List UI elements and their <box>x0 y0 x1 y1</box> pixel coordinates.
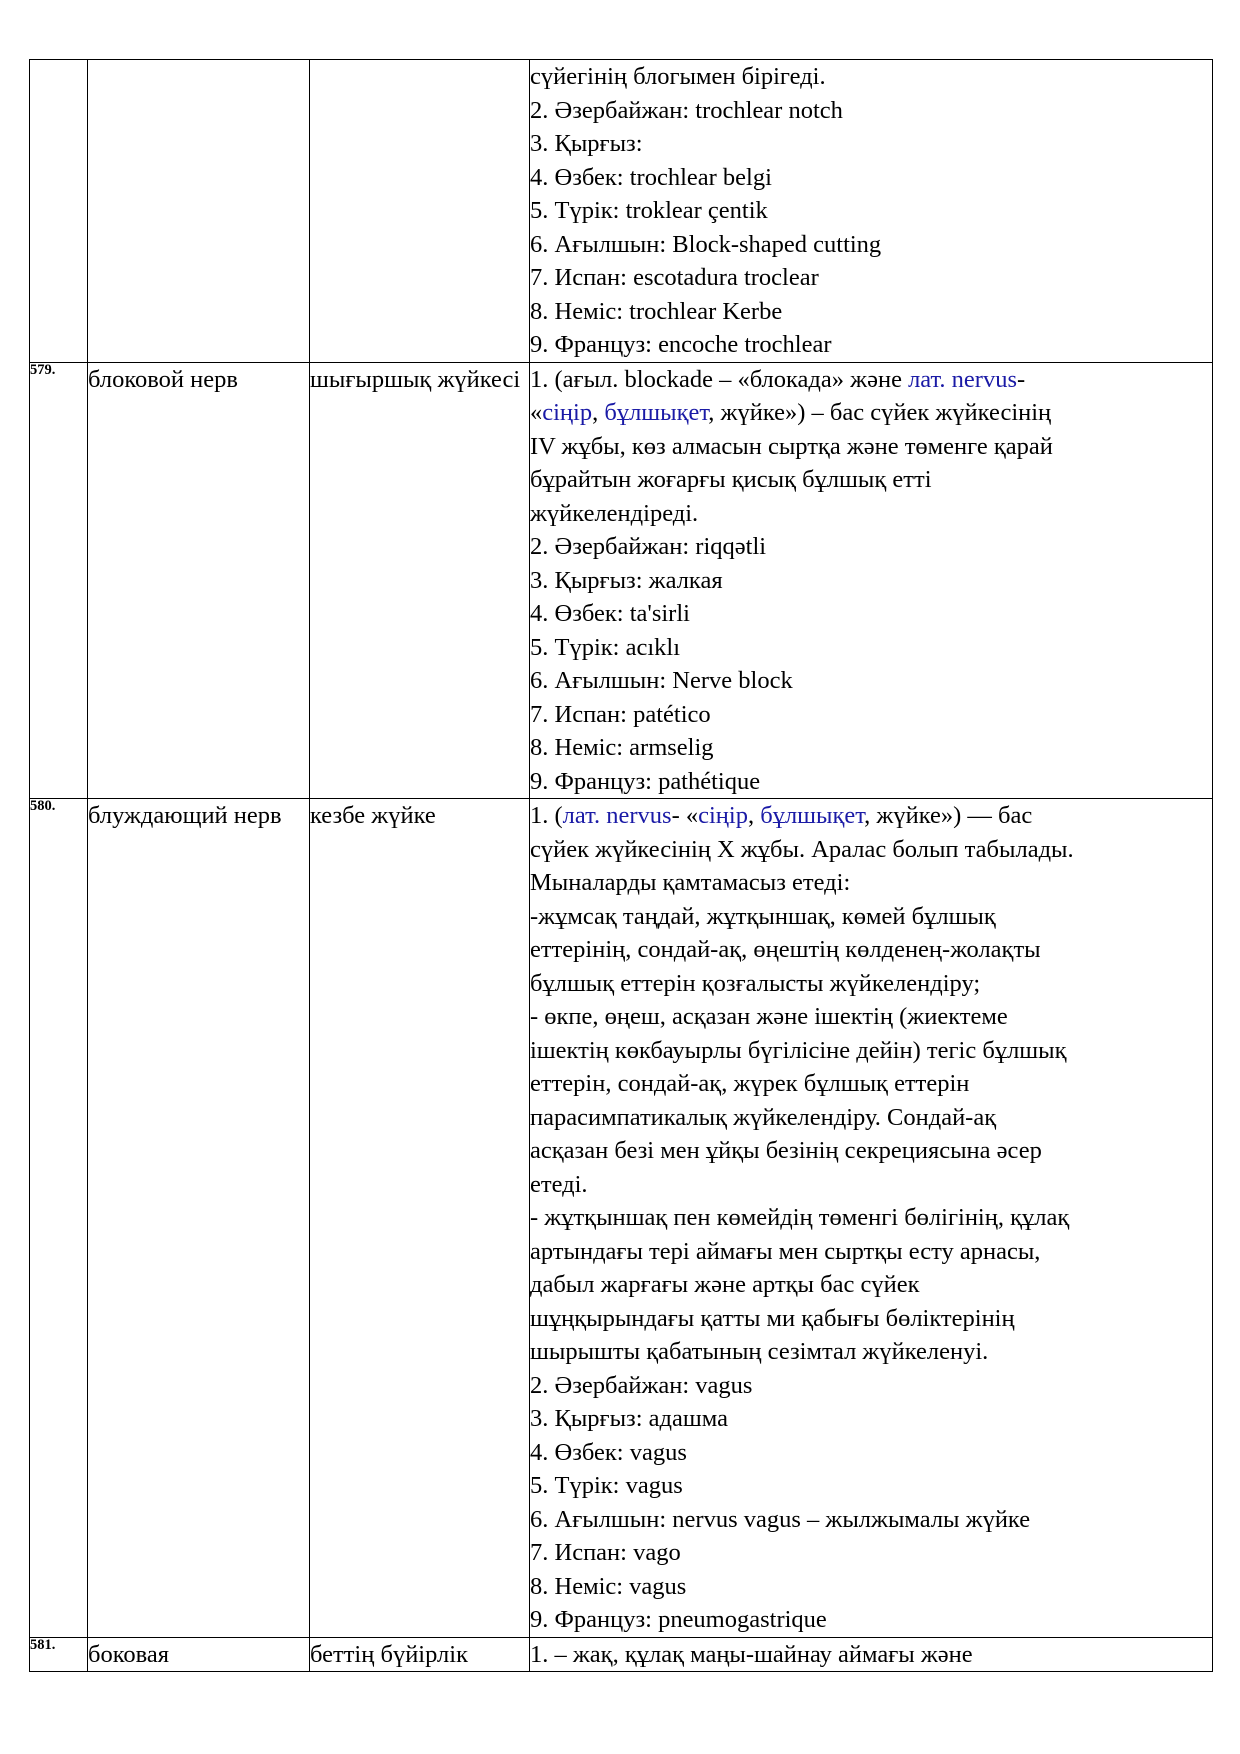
definition-cell <box>530 60 1213 363</box>
definition-text: , жүйке») – бас сүйек жүйкесінің <box>708 399 1052 426</box>
definition-cell <box>530 799 1213 1638</box>
definition-text: ішектің көкбауырлы бүгілісіне дейін) тегіс бұлшық <box>530 1036 1067 1064</box>
definition-line <box>530 967 1212 1001</box>
definition-line <box>530 1201 1212 1235</box>
definition-line <box>530 1134 1212 1168</box>
link-text[interactable]: сіңір <box>542 399 593 426</box>
definition-text: 7. Испан: vago <box>530 1539 681 1566</box>
definition-text: дабыл жарғағы және артқы бас сүйек <box>530 1271 920 1298</box>
definition-text: 2. Әзербайжан: riqqətli <box>530 533 767 560</box>
definition-text: 5. Түрік: troklear çentik <box>530 197 768 224</box>
entry-number: 579. <box>30 362 88 799</box>
definition-line <box>530 765 1212 799</box>
definition-line <box>530 396 1212 430</box>
definition-text: 6. Ағылшын: Nerve block <box>530 667 793 694</box>
definition-line <box>530 1503 1212 1537</box>
term-russian: боковая <box>88 1637 310 1672</box>
definition-text: шырышты қабатының сезімтал жүйкеленуі. <box>530 1338 989 1365</box>
definition-line <box>530 1369 1212 1403</box>
definition-text: 8. Неміс: vagus <box>530 1572 687 1600</box>
table-row <box>30 362 1213 799</box>
definition-line <box>530 530 1212 564</box>
definition-line <box>530 1302 1212 1336</box>
definition-line <box>530 1402 1212 1436</box>
table-row <box>30 60 1213 363</box>
definition-line <box>530 564 1212 598</box>
definition-text: -жұмсақ таңдай, жұтқыншақ, көмей бұлшық <box>530 902 996 930</box>
definition-line <box>530 1268 1212 1302</box>
definition-line <box>530 328 1212 362</box>
definition-line <box>530 1436 1212 1470</box>
definition-text: 3. Қырғыз: адашма <box>530 1405 728 1432</box>
table-row <box>30 799 1213 1638</box>
term-russian: блоковой нерв <box>88 362 310 799</box>
definition-line <box>530 1469 1212 1503</box>
definition-line <box>530 631 1212 665</box>
term-kazakh: кезбе жүйке <box>310 799 530 1638</box>
definition-text: 3. Қырғыз: жалкая <box>530 566 723 594</box>
definition-text: 9. Француз: pneumogastrique <box>530 1606 827 1633</box>
definition-line <box>530 698 1212 732</box>
definition-line <box>530 463 1212 497</box>
dictionary-table <box>29 59 1213 1672</box>
definition-text: 8. Неміс: armselig <box>530 734 714 761</box>
entry-number: 581. <box>30 1637 88 1672</box>
definition-text: 8. Неміс: trochlear Kerbe <box>530 297 783 325</box>
definition-line <box>530 866 1212 900</box>
definition-text: 9. Француз: pathétique <box>530 767 761 795</box>
definition-line <box>530 933 1212 967</box>
definition-text: 3. Қырғыз: <box>530 130 643 157</box>
definition-text: 7. Испан: patético <box>530 700 711 728</box>
definition-text: 4. Өзбек: ta'sirli <box>530 600 690 627</box>
definition-line <box>530 1603 1212 1637</box>
definition-line <box>530 1335 1212 1369</box>
definition-line <box>530 228 1212 262</box>
definition-text: еттерін, сондай-ақ, жүрек бұлшық еттерін <box>530 1070 970 1097</box>
definition-text: 9. Француз: encoche trochlear <box>530 331 832 358</box>
term-kazakh: шығыршық жүйкесі <box>310 362 530 799</box>
definition-line <box>530 194 1212 228</box>
definition-text: Мыналарды қамтамасыз етеді: <box>530 869 851 896</box>
definition-text: 4. Өзбек: vagus <box>530 1438 687 1466</box>
term-russian: блуждающий нерв <box>88 799 310 1638</box>
definition-text: , <box>592 399 605 426</box>
definition-text: жүйкелендіреді. <box>530 499 699 527</box>
link-text[interactable]: лат. nervus <box>562 802 672 829</box>
definition-text: « <box>530 399 543 426</box>
definition-line <box>530 161 1212 195</box>
definition-text: сүйек жүйкесінің X жұбы. Аралас болып табылады. <box>530 835 1074 863</box>
definition-text: етеді. <box>530 1170 588 1198</box>
definition-text: , жүйке») — бас <box>864 802 1033 829</box>
term-russian <box>88 60 310 363</box>
definition-line <box>530 597 1212 631</box>
definition-text: 2. Әзербайжан: trochlear notch <box>530 96 843 124</box>
definition-line <box>530 1536 1212 1570</box>
definition-line <box>530 833 1212 867</box>
definition-line <box>530 900 1212 934</box>
definition-text: артындағы тері аймағы мен сыртқы есту арнасы, <box>530 1237 1041 1265</box>
definition-text: 1. – жақ, құлақ маңы-шайнау аймағы және <box>530 1640 973 1668</box>
entry-number: 580. <box>30 799 88 1638</box>
definition-text: - « <box>671 802 699 829</box>
definition-text: 2. Әзербайжан: vagus <box>530 1371 753 1399</box>
definition-line <box>530 295 1212 329</box>
definition-text: бұрайтын жоғарғы қисық бұлшық етті <box>530 466 932 493</box>
term-kazakh: беттің бүйірлік <box>310 1637 530 1672</box>
definition-text: 6. Ағылшын: Block-shaped cutting <box>530 230 882 258</box>
definition-text: парасимпатикалық жүйкелендіру. Сондай-ақ <box>530 1103 997 1131</box>
definition-text: шұңқырындағы қатты ми қабығы бөліктерінің <box>530 1304 1015 1332</box>
definition-text: бұлшық еттерін қозғалысты жүйкелендіру; <box>530 969 981 997</box>
definition-text: 4. Өзбек: trochlear belgi <box>530 163 772 191</box>
definition-text: 5. Түрік: vagus <box>530 1472 683 1499</box>
definition-text: еттерінің, сондай-ақ, өңештің көлденең-жолақты <box>530 936 1041 963</box>
term-kazakh <box>310 60 530 363</box>
definition-text: 7. Испан: escotadura troclear <box>530 264 819 291</box>
definition-text: 1. (ағыл. blockade – «блокада» және <box>530 365 909 393</box>
definition-text: - жұтқыншақ пен көмейдің төменгі бөлігінің, құлақ <box>530 1204 1070 1231</box>
definition-line <box>530 1101 1212 1135</box>
definition-text: асқазан безі мен ұйқы безінің секрециясына әсер <box>530 1137 1042 1164</box>
definition-line <box>530 127 1212 161</box>
definition-line <box>530 430 1212 464</box>
link-text[interactable]: бұлшықет <box>760 802 865 829</box>
definition-line <box>530 799 1212 833</box>
definition-line <box>530 1067 1212 1101</box>
definition-line <box>530 664 1212 698</box>
definition-line <box>530 1034 1212 1068</box>
definition-text: , <box>747 802 761 829</box>
definition-text: IV жұбы, көз алмасын сыртқа және төменге қарай <box>530 432 1053 460</box>
definition-text: сүйегінің блогымен бірігеді. <box>530 63 826 90</box>
dictionary-table-body <box>30 60 1213 1672</box>
link-text[interactable]: бұлшықет <box>604 399 709 426</box>
definition-text: 1. ( <box>530 802 563 829</box>
definition-text: 5. Түрік: acıklı <box>530 633 681 661</box>
definition-line <box>530 261 1212 295</box>
table-row <box>30 1637 1213 1672</box>
definition-line <box>530 1168 1212 1202</box>
definition-line <box>530 94 1212 128</box>
definition-text: - <box>1016 365 1026 393</box>
definition-line <box>530 497 1212 531</box>
definition-text: - өкпе, өңеш, асқазан және ішектің (жиектеме <box>530 1003 1008 1030</box>
entry-number <box>30 60 88 363</box>
definition-line <box>530 1570 1212 1604</box>
link-text[interactable]: лат. nervus <box>908 365 1017 393</box>
definition-line <box>530 60 1212 94</box>
definition-cell <box>530 362 1213 799</box>
definition-line <box>530 1000 1212 1034</box>
definition-line <box>530 1235 1212 1269</box>
link-text[interactable]: сіңір <box>698 802 748 829</box>
definition-line <box>530 1638 1212 1672</box>
definition-cell <box>530 1637 1213 1672</box>
definition-line <box>530 731 1212 765</box>
definition-line <box>530 363 1212 397</box>
definition-text: 6. Ағылшын: nervus vagus – жылжымалы жүйке <box>530 1505 1031 1533</box>
